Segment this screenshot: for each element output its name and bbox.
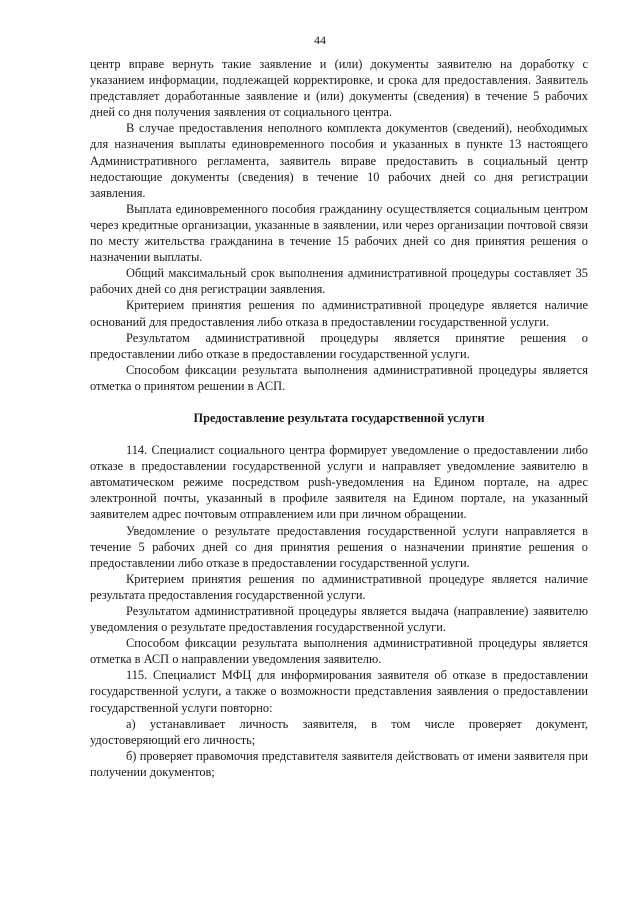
paragraph-procedure-result: Результатом административной процедуры является принятие решения о предоставлении либо отказе в предоставлении государственной услуги. (90, 330, 588, 361)
paragraph-continuation: центр вправе вернуть такие заявление и (или) документы заявителю на доработку с указанием информации, подлежащей корректировке, и срока для предоставления. Заявитель представляет доработанные заявление и (или) документы (сведения) в течение 5 рабочих дней со дня получения заявления от социального центра. (90, 57, 588, 120)
list-item-a: а) устанавливает личность заявителя, в том числе проверяет документ, удостоверяющий его личность; (90, 716, 588, 747)
paragraph-item-115: 115. Специалист МФЦ для информирования заявителя об отказе в предоставлении государственной услуги, а также о возможности представления заявления о предоставлении государственной услуги повторно: (90, 668, 588, 715)
paragraph-decision-criterion-2: Критерием принятия решения по административной процедуре является наличие результата предоставления государственной услуги. (90, 571, 588, 602)
paragraph-fixation-method-2: Способом фиксации результата выполнения административной процедуры является отметка в АСП о направлении уведомления заявителю. (90, 636, 588, 667)
paragraph-notification-term: Уведомление о результате предоставления государственной услуги направляется в течение 5 рабочих дней со дня принятия решения о назначении принятие решения о предоставлении либо отказе в предоставлении государственной услуги. (90, 523, 588, 570)
paragraph-fixation-method: Способом фиксации результата выполнения административной процедуры является отметка о принятом решении в АСП. (90, 362, 588, 393)
paragraph-incomplete-documents: В случае предоставления неполного комплекта документов (сведений), необходимых для назначения выплаты единовременного пособия и указанных в пункте 13 настоящего Административного регламента, заявитель вправе предоставить в социальный центр недостающие документы (сведения) в течение 10 рабочих дней со дня регистрации заявления. (90, 121, 588, 200)
paragraph-decision-criterion: Критерием принятия решения по административной процедуре является наличие оснований для предоставления либо отказа в предоставлении государственной услуги. (90, 298, 588, 329)
paragraph-benefit-payment: Выплата единовременного пособия гражданину осуществляется социальным центром через кредитные организации, указанные в заявлении, или через организации почтовой связи по месту жительства гражданина в течение 15 рабочих дней со дня принятия решения о назначении выплаты. (90, 201, 588, 265)
spacer (90, 394, 588, 410)
paragraph-item-114: 114. Специалист социального центра формирует уведомление о предоставлении либо отказе в предоставлении государственной услуги и направляет уведомление заявителю в автоматическом режиме посредством push-уведомления на Едином портале, на адрес электронной почты, указанный в профиле заявителя на Едином портале, на указанный заявителем адрес почтовым отправлением или при личном обращении. (90, 443, 588, 522)
document-body (90, 56, 588, 780)
section-heading: Предоставление результата государственной услуги (193, 410, 485, 425)
paragraph-max-term: Общий максимальный срок выполнения административной процедуры составляет 35 рабочих дней со дня регистрации заявления. (90, 266, 588, 297)
paragraph-procedure-result-2: Результатом административной процедуры является выдача (направление) заявителю уведомления о результате предоставления государственной услуги. (90, 604, 588, 635)
spacer (90, 426, 588, 442)
page-number: 44 (314, 33, 326, 47)
list-item-b: б) проверяет правомочия представителя заявителя действовать от имени заявителя при получении документов; (90, 748, 588, 779)
